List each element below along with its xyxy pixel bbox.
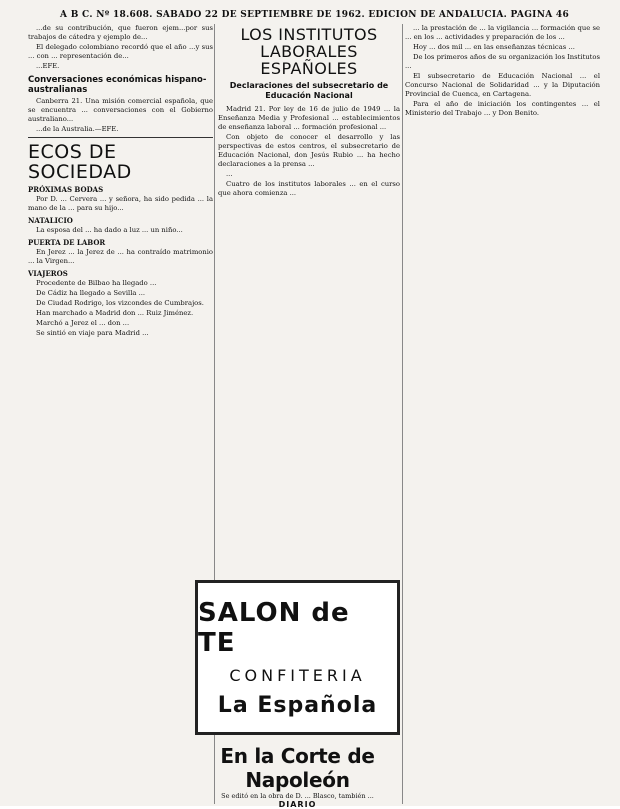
article-paragraph: Hoy ... dos mil ... en las enseñanzas técnicas ...	[413, 43, 575, 51]
article-paragraph: ...	[226, 170, 233, 178]
article-paragraph: Procedente de Bilbao ha llegado ...	[36, 279, 157, 287]
serial-banner	[195, 744, 400, 809]
article-subheadline: Declaraciones del subsecretario de Educación Nacional	[229, 81, 389, 100]
article-paragraph: Se sintió en viaje para Madrid ...	[36, 329, 149, 337]
article-paragraph: ...EFE.	[36, 62, 60, 70]
article-paragraph: Canberra 21. Una misión comercial española, que se encuentra ... conversaciones con el Gobierno australiano...	[28, 97, 213, 123]
article-paragraph: De Cádiz ha llegado a Sevilla ...	[36, 289, 146, 297]
article-paragraph: El delegado colombiano recordó que el año ...y sus ... con ... representación de...	[28, 43, 213, 60]
column-right	[405, 24, 600, 804]
article-paragraph: El subsecretario de Educación Nacional ... el Concurso Nacional de Solidaridad ... y la Diputación Provincial de Cuenca, en Cartagena.	[405, 72, 600, 98]
banner-subtitle: Se editó en la obra de D. ... Blasco, también ...	[221, 792, 374, 800]
article-paragraph: Madrid 21. Por ley de 16 de julio de 1949 ... la Enseñanza Media y Profesional ... establecimientos de enseñanza laboral ... formación profesional ...	[218, 105, 400, 131]
divider-rule	[28, 137, 213, 138]
article-paragraph: La esposa del ... ha dado a luz ... un niño...	[36, 226, 183, 234]
article-paragraph: De los primeros años de su organización los Institutos ...	[405, 53, 600, 70]
article-headline: LOS INSTITUTOS LABORALES ESPAÑOLES	[240, 25, 378, 78]
subheading: PRÓXIMAS BODAS	[28, 185, 104, 194]
article-paragraph: Para el año de iniciación los contingentes ... el Ministerio del Trabajo ... y Don Benito.	[405, 100, 600, 117]
article-paragraph: ... la prestación de ... la vigilancia ... formación que se ... en los ... actividades y preparación de los ...	[405, 24, 600, 41]
article-paragraph: En Jerez ... la Jerez de ... ha contraído matrimonio ... la Virgen...	[28, 248, 213, 265]
article-paragraph: De Ciudad Rodrigo, los vizcondes de Cumbrajos.	[36, 299, 204, 307]
page-masthead: A B C. Nº 18.608. SABADO 22 DE SEPTIEMBRE DE 1962. EDICION DE ANDALUCIA. PAGINA 46	[60, 10, 570, 20]
ecos-heading: ECOS DE SOCIEDAD	[28, 141, 132, 183]
article-paragraph: Marchó a Jerez el ... don ...	[36, 319, 130, 327]
column-divider	[402, 24, 403, 804]
article-paragraph: ...de la Australia.—EFE.	[36, 125, 119, 133]
article-paragraph: Cuatro de los institutos laborales ... en el curso que ahora comienza ...	[218, 180, 400, 197]
ad-subline: CONFITERIA	[229, 665, 366, 685]
banner-title: En la Corte de Napoleón	[220, 744, 375, 792]
ad-headline: SALON de TE	[198, 597, 350, 658]
subheading: PUERTA DE LABOR	[28, 238, 106, 247]
column-center	[218, 24, 400, 402]
article-paragraph: Han marchado a Madrid don ... Ruiz Jiménez.	[36, 309, 194, 317]
section-heading: Conversaciones económicas hispano-australianas	[28, 75, 207, 95]
article-paragraph: Con objeto de conocer el desarrollo y las perspectivas de estos centros, el subsecretario de Educación Nacional, don Jesús Rubio ... ha hecho declaraciones a la prensa ...	[218, 133, 400, 168]
subheading: NATALICIO	[28, 216, 73, 225]
subheading: VIAJEROS	[28, 269, 68, 278]
advertisement-box	[195, 580, 400, 735]
article-paragraph: ...de su contribución, que fueron ejem...por sus trabajos de cátedra y ejemplo de...	[28, 24, 213, 41]
ad-brand: La Española	[217, 692, 378, 718]
column-left	[28, 24, 213, 804]
banner-label: DIARIO	[278, 800, 317, 809]
article-paragraph: Por D. ... Cervera ... y señora, ha sido pedida ... la mano de la ... para su hijo...	[28, 195, 213, 212]
